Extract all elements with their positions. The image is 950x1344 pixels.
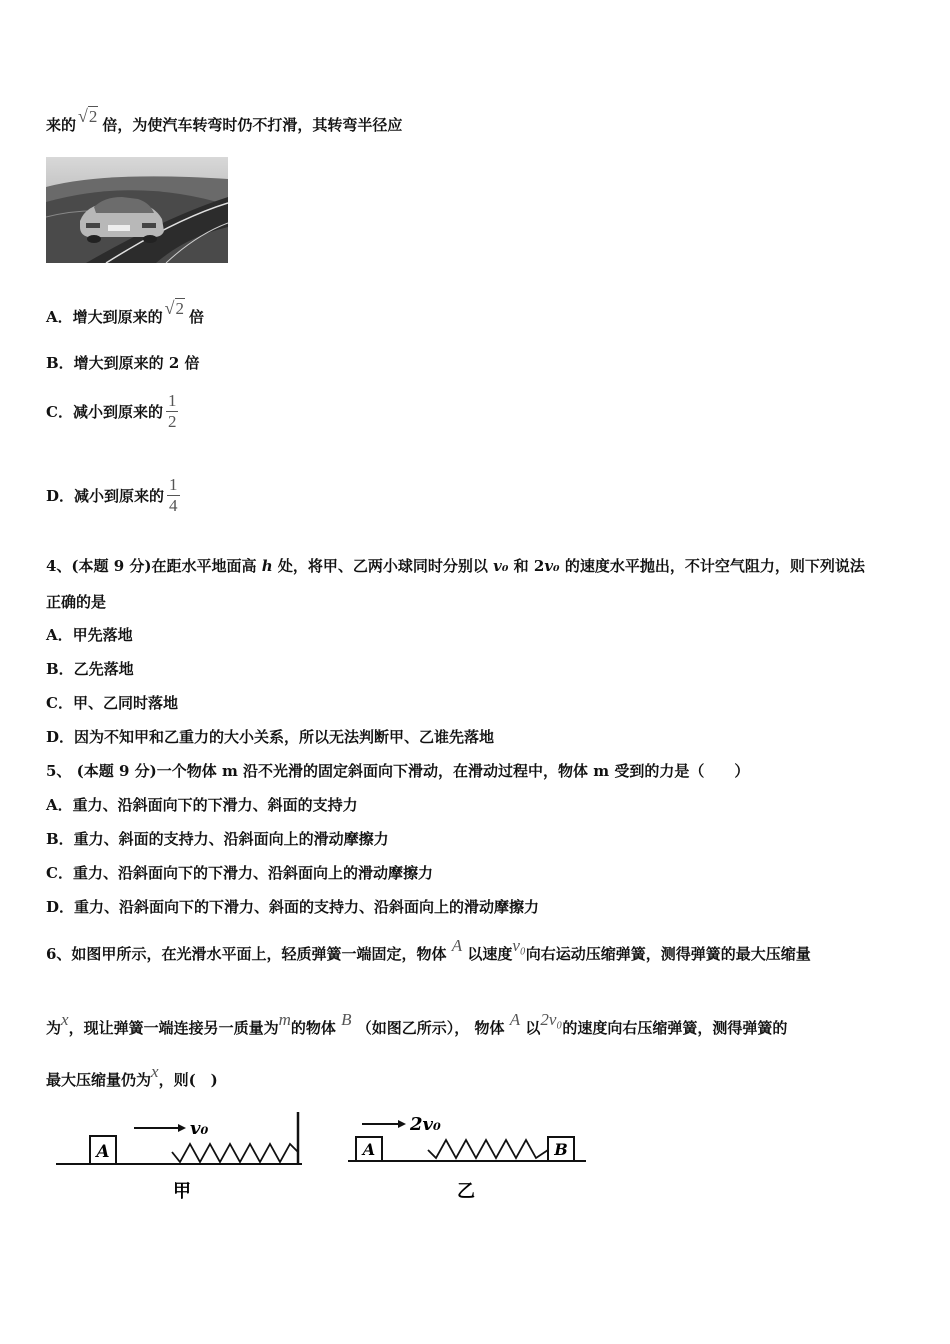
svg-text:乙: 乙 xyxy=(457,1181,475,1202)
svg-text:A: A xyxy=(362,1140,376,1159)
q5-option-c: C．重力、沿斜面向下的下滑力、沿斜面向上的滑动摩擦力 xyxy=(46,864,433,882)
q4-stem-line2: 正确的是 xyxy=(46,593,107,611)
q6-stem-line1: 6、如图甲所示，在光滑水平面上，轻质弹簧一端固定，物体 A 以速度v₀向右运动压缩弹簧，测得弹簧的最大压缩量 xyxy=(46,936,811,963)
spring xyxy=(172,1144,298,1162)
svg-text:A: A xyxy=(96,1142,110,1162)
q5-stem: 5、 (本题 9 分)一个物体 m 沿不光滑的固定斜面向下滑动，在滑动过程中，物体 m 受到的力是（ ） xyxy=(46,762,750,780)
q3-option-b: B．增大到原来的 2 倍 xyxy=(46,354,200,372)
q4-option-c: C．甲、乙同时落地 xyxy=(46,694,178,712)
car-on-curved-road-photo xyxy=(46,157,228,263)
q3-option-c: C．减小到原来的 $\frac{1}{2}$ xyxy=(46,391,177,431)
q3-option-a: A．增大到原来的 √2 倍 xyxy=(46,298,205,326)
q4-option-b: B．乙先落地 xyxy=(46,660,134,678)
fraction: $\frac{1}{4}$ xyxy=(169,475,178,515)
q5-option-a: A．重力、沿斜面向下的下滑力、斜面的支持力 xyxy=(46,796,358,814)
q4-option-a: A．甲先落地 xyxy=(46,626,133,644)
figure-jia xyxy=(56,1112,302,1202)
svg-text:v₀: v₀ xyxy=(190,1118,209,1139)
q4-stem: 4、(本题 9 分)在距水平地面高 h 处，将甲、乙两小球同时分别以 v₀ 和 2v₀ 的速度水平抛出，不计空气阻力，则下列说法 xyxy=(46,557,865,575)
q5-option-b: B．重力、斜面的支持力、沿斜面向上的滑动摩擦力 xyxy=(46,830,389,848)
fraction: $\frac{1}{2}$ xyxy=(167,391,177,431)
spring xyxy=(428,1140,548,1158)
q6-stem-line3: 最大压缩量仍为x，则( ) xyxy=(46,1062,218,1089)
svg-text:B: B xyxy=(554,1140,568,1159)
q3-option-d: D．减小到原来的 $\frac{1}{4}$ xyxy=(46,475,178,515)
sqrt-expression: √2 xyxy=(164,298,185,318)
sqrt-expression: √2 xyxy=(78,106,98,126)
spring-diagram xyxy=(52,1104,612,1208)
svg-text:甲: 甲 xyxy=(173,1181,191,1202)
q3-stem: 来的 √2 倍，为使汽车转弯时仍不打滑，其转弯半径应 xyxy=(46,106,403,134)
figure-yi xyxy=(348,1114,586,1202)
q6-stem-line2: 为x，现让弹簧一端连接另一质量为m的物体 B （如图乙所示）， 物体 A 以2v₀的速度向右压缩弹簧，测得弹簧的 xyxy=(46,1010,788,1037)
svg-text:2v₀: 2v₀ xyxy=(410,1114,441,1135)
arrowhead xyxy=(178,1124,186,1132)
arrowhead xyxy=(398,1120,406,1128)
q4-option-d: D．因为不知甲和乙重力的大小关系，所以无法判断甲、乙谁先落地 xyxy=(46,728,495,746)
q5-option-d: D．重力、沿斜面向下的下滑力、斜面的支持力、沿斜面向上的滑动摩擦力 xyxy=(46,898,540,916)
